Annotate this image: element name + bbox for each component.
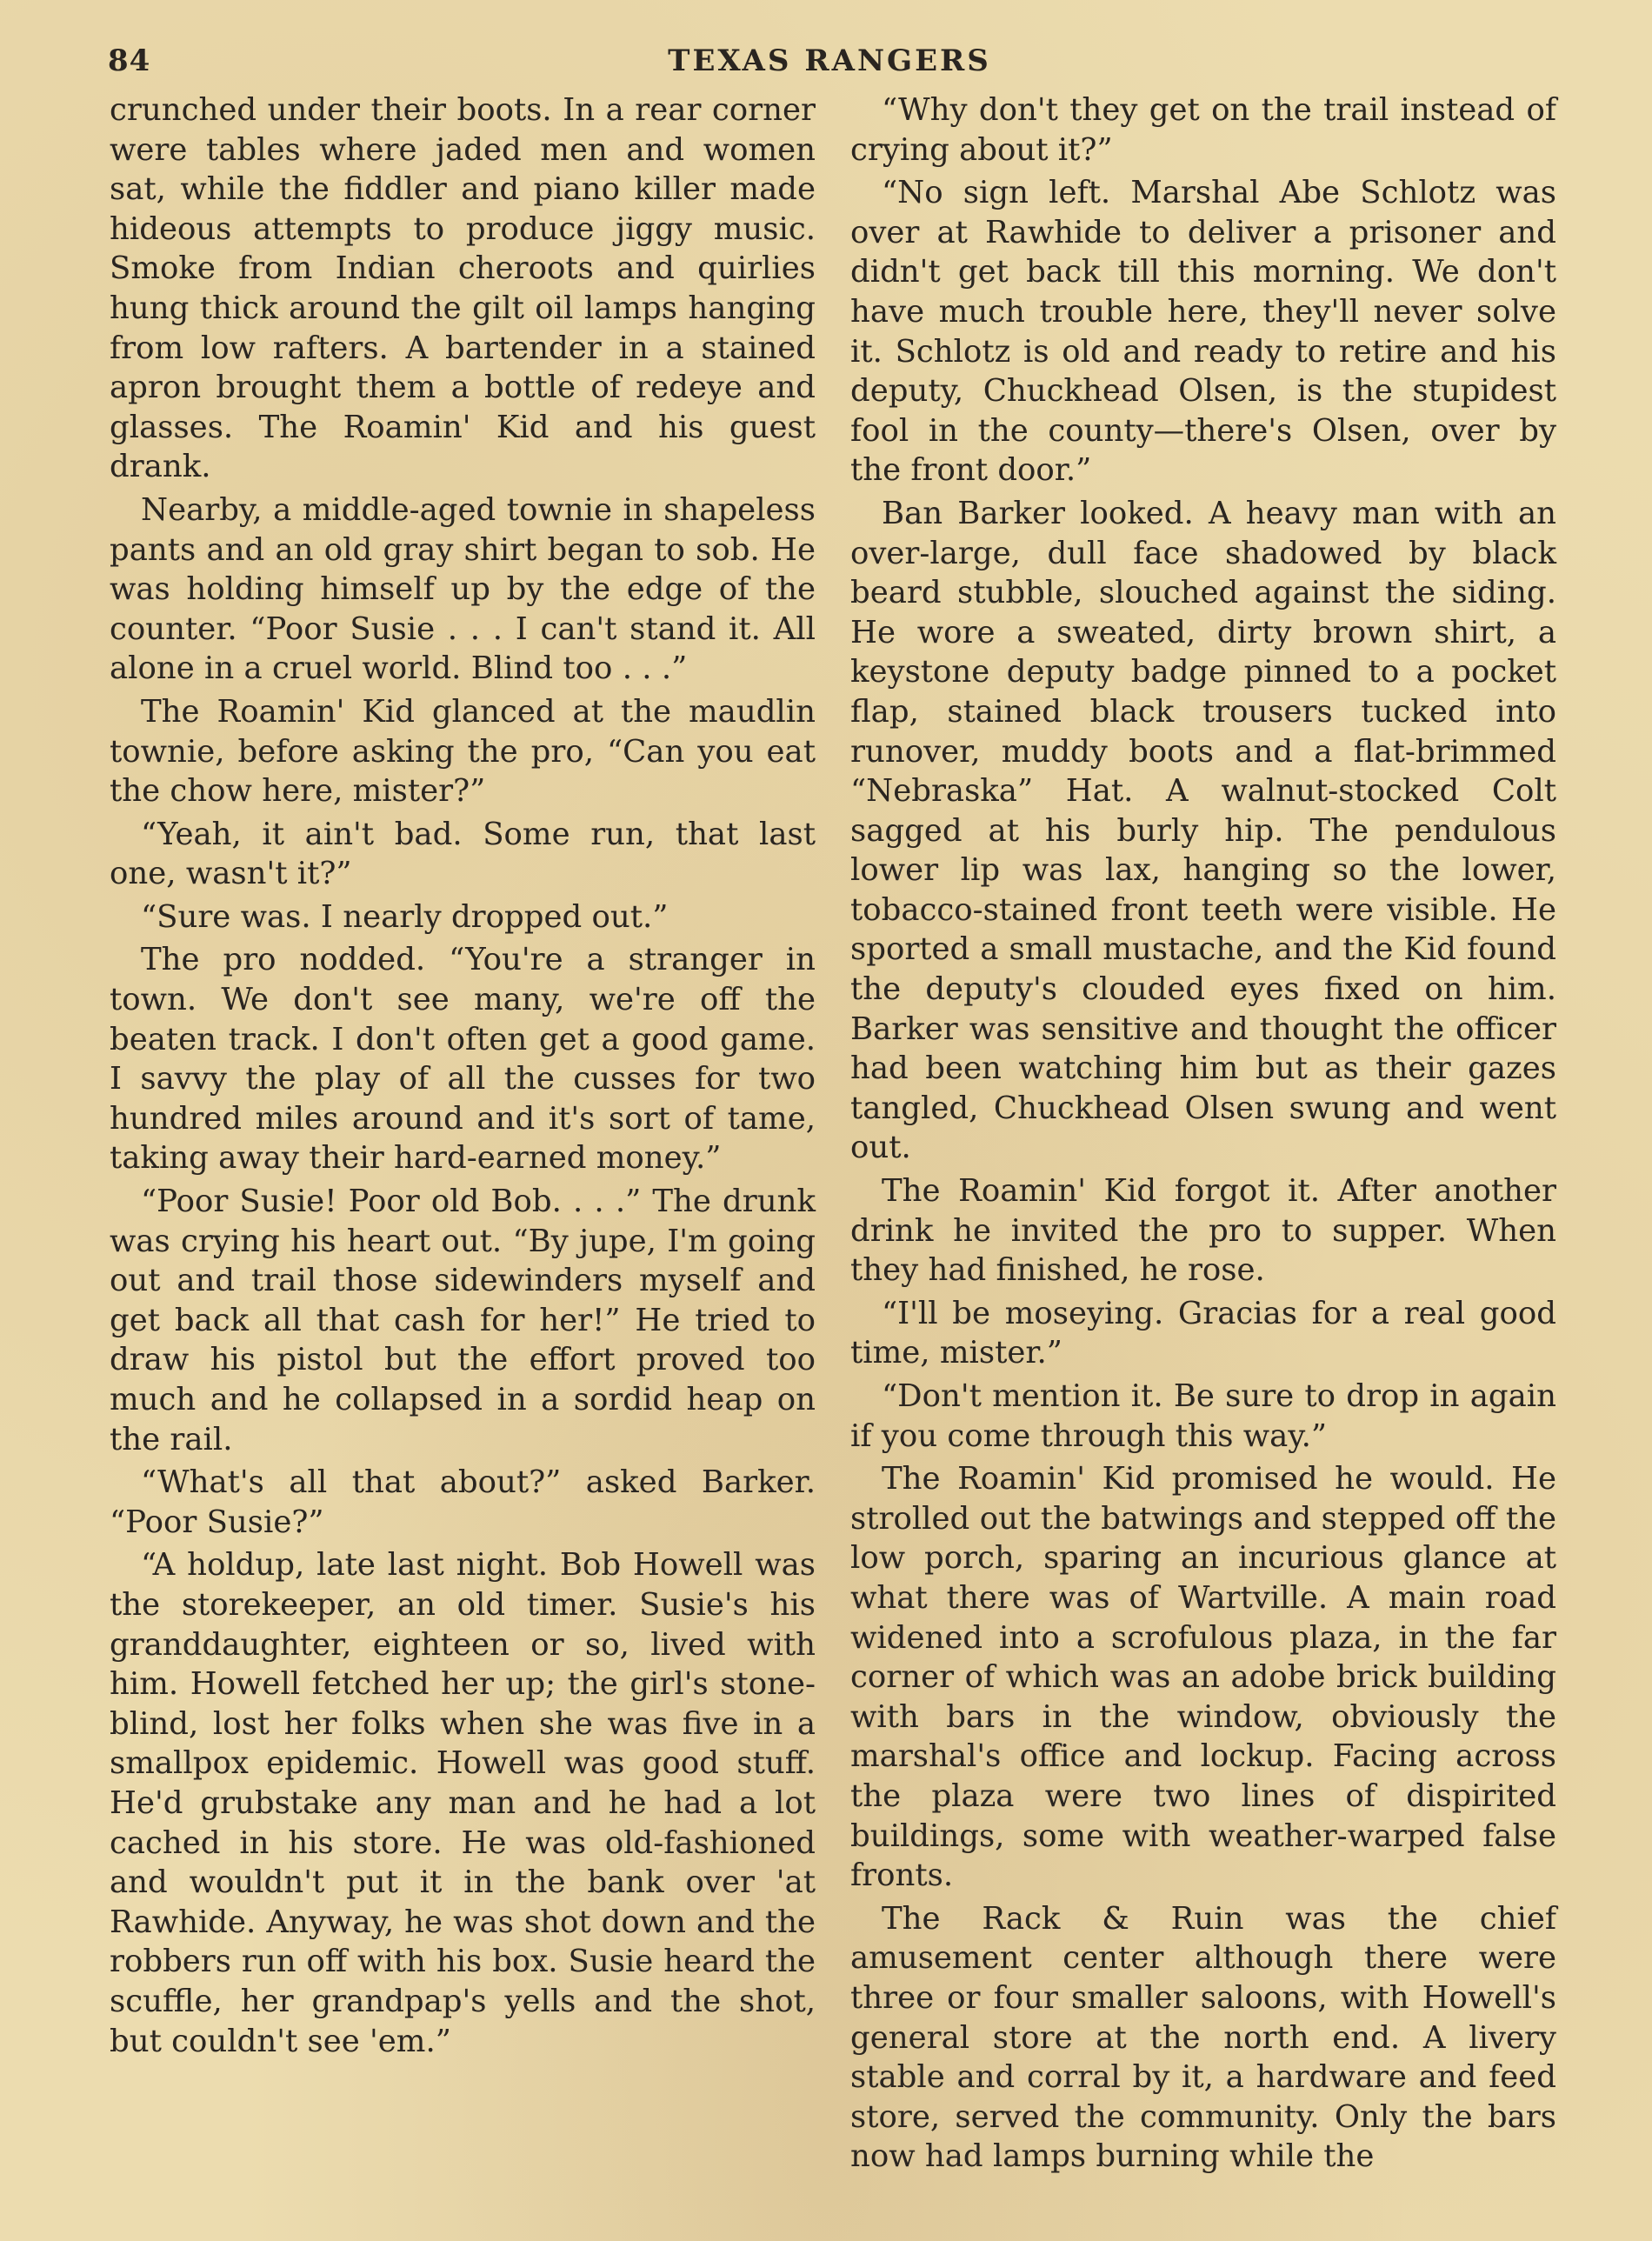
paragraph: “Why don't they get on the trail instead of crying about it?” [850,92,1556,168]
page-header [108,43,1551,87]
paragraph: “No sign left. Marshal Abe Schlotz was over at Rawhide to deliver a prisoner and didn't get back till this morning. We don't have much trouble here, they'll never solve it. Schlotz is old and ready to retire and his deputy, Chuckhead Olsen, is the stupidest fool in the county—there's Olsen, over by the front door.” [850,175,1556,489]
paragraph: “What's all that about?” asked Barker. “Poor Susie?” [110,1464,816,1540]
paragraph: The pro nodded. “You're a stranger in town. We don't see many, we're off the beaten track. I don't often get a good game. I savvy the play of all the cusses for two hundred miles around and it's sort of tame, taking away their hard-earned money.” [110,942,816,1177]
paragraph: Ban Barker looked. A heavy man with an over-large, dull face shadowed by black beard stubble, slouched against the siding. He wore a sweated, dirty brown shirt, a keystone deputy badge pinned to a pocket flap, stained black trousers tucked into runover, muddy boots and a flat-brimmed “Nebraska” Hat. A walnut-stocked Colt sagged at his burly hip. The pendulous lower lip was lax, hanging so the lower, tobacco-stained front teeth were visible. He sported a small mustache, and the Kid found the deputy's clouded eyes fixed on him. Barker was sensitive and thought the officer had been watching him but as their gazes tangled, Chuckhead Olsen swung and went out. [850,495,1556,1166]
paragraph: The Roamin' Kid promised he would. He strolled out the batwings and stepped off the low porch, sparing an incurious glance at what there was of Wartville. A main road widened into a scrofulous plaza, in the far corner of which was an adobe brick building with bars in the window, obviously the marshal's office and lockup. Facing across the plaza were two lines of dispirited buildings, some with weather-warped false fronts. [850,1461,1556,1894]
paragraph: Nearby, a middle-aged townie in shapeless pants and an old gray shirt began to sob. He was holding himself up by the edge of the counter. “Poor Susie . . . I can't stand it. All alone in a cruel world. Blind too . . .” [110,491,816,687]
paragraph: “Yeah, it ain't bad. Some run, that last one, wasn't it?” [110,816,816,892]
paragraph: “Sure was. I nearly dropped out.” [141,898,669,935]
paragraph: “Poor Susie! Poor old Bob. . . .” The drunk was crying his heart out. “By jupe, I'm going out and trail those sidewinders myself and get back all that cash for her!” He tried to draw his pistol but the effort proved too much and he collapsed in a sordid heap on the rail. [110,1184,816,1457]
paragraph: The Roamin' Kid glanced at the maudlin townie, before asking the pro, “Can you eat the chow here, mister?” [110,693,816,810]
left-column [110,90,816,2064]
paragraph: “A holdup, late last night. Bob Howell was the storekeeper, an old timer. Susie's his granddaughter, eighteen or so, lived with him. Howell fetched her up; the girl's stone-blind, lost her folks when she was five in a smallpox epidemic. Howell was good stuff. He'd grubstake any man and he had a lot cached in his store. He was old-fashioned and wouldn't put it in the bank over 'at Rawhide. Anyway, he was shot down and the robbers run off with his box. Susie heard the scuffle, her grandpap's yells and the shot, but couldn't see 'em.” [110,1547,816,2059]
paragraph: crunched under their boots. In a rear corner were tables where jaded men and women sat, while the fiddler and piano killer made hideous attempts to produce jiggy music. Smoke from Indian cheroots and quirlies hung thick around the gilt oil lamps hanging from low rafters. A bartender in a stained apron brought them a bottle of redeye and glasses. The Roamin' Kid and his guest drank. [110,92,816,485]
paragraph: The Rack & Ruin was the chief amusement center although there were three or four smaller saloons, with Howell's general store at the north end. A livery stable and corral by it, a hardware and feed store, served the community. Only the bars now had lamps burning while the [850,1900,1556,2175]
running-title: TEXAS RANGERS [668,43,991,78]
page-number: 84 [108,43,151,78]
paragraph: The Roamin' Kid forgot it. After another drink he invited the pro to supper. When they had finished, he rose. [850,1173,1556,1289]
paragraph: “Don't mention it. Be sure to drop in again if you come through this way.” [850,1378,1556,1454]
right-column [850,90,1556,2180]
paragraph: “I'll be moseying. Gracias for a real good time, mister.” [850,1295,1556,1371]
